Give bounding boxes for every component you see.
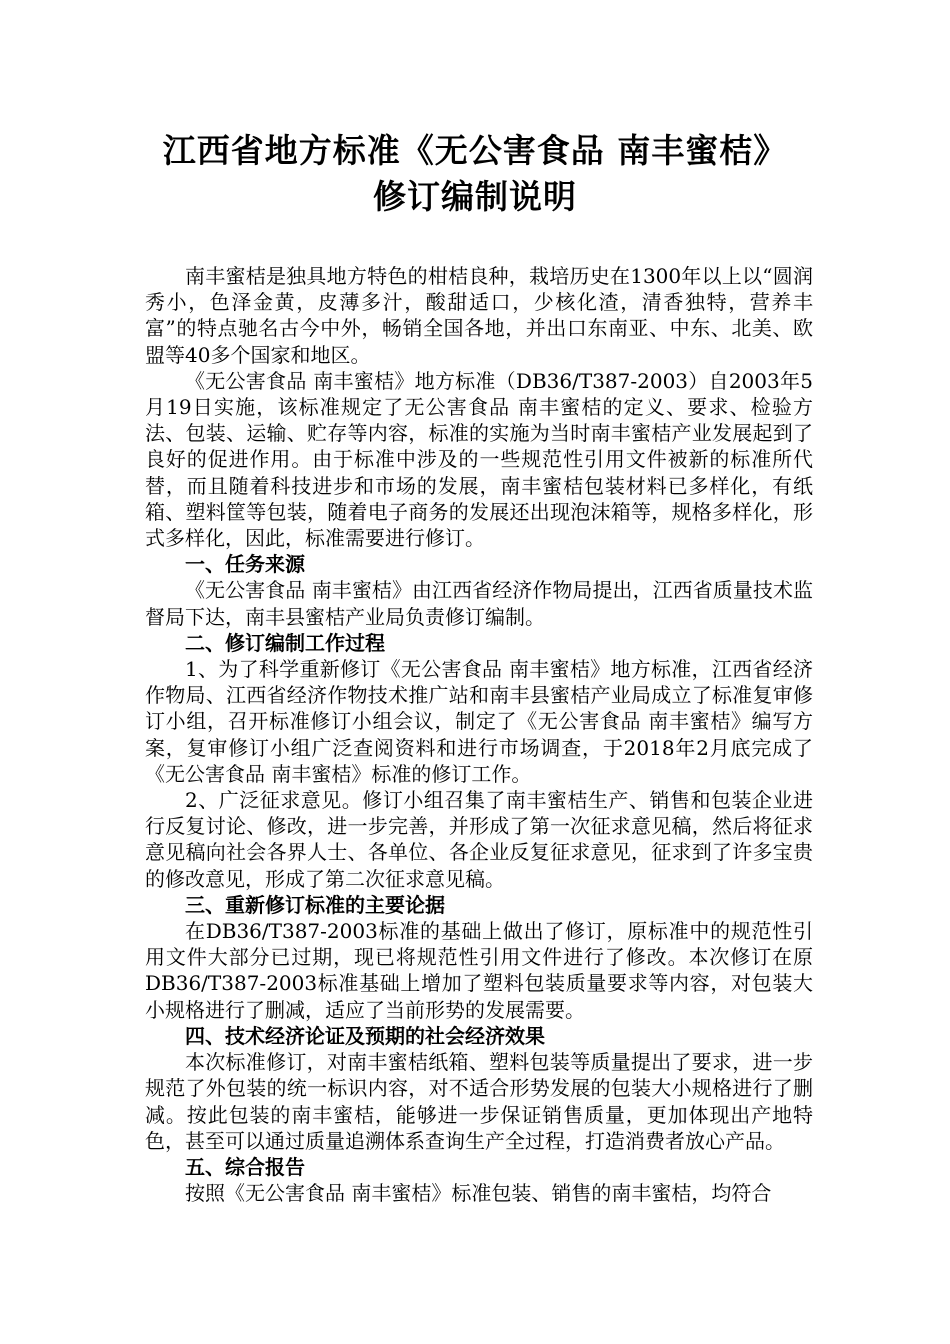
section-heading-economic-effect: 四、技术经济论证及预期的社会经济效果	[185, 1023, 545, 1048]
paragraph-main-basis: 在DB36/T387-2003标准的基础上做出了修订，原标准中的规范性引用文件大部分已过期，现已将规范性引用文件进行了修改。本次修订在原DB36/T387-2003标准基础上增加了塑料包装质量要求等内容，对包装大小规格进行了删减，适应了当前形势的发展需要。	[145, 919, 813, 1022]
section-heading-task-source: 一、任务来源	[185, 552, 305, 577]
section-heading-summary: 五、综合报告	[185, 1154, 305, 1179]
document-title-line2: 修订编制说明	[373, 177, 577, 216]
section-heading-main-basis: 三、重新修订标准的主要论据	[185, 892, 445, 917]
paragraph-economic-effect: 本次标准修订，对南丰蜜桔纸箱、塑料包装等质量提出了要求，进一步规范了外包装的统一标识内容，对不适合形势发展的包装大小规格进行了删减。按此包装的南丰蜜桔，能够进一步保证销售质量，更加体现出产地特色，甚至可以通过质量追溯体系查询生产全过程，打造消费者放心产品。	[145, 1050, 813, 1153]
paragraph-background: 《无公害食品 南丰蜜桔》地方标准（DB36/T387-2003）自2003年5月19日实施，该标准规定了无公害食品 南丰蜜桔的定义、要求、检验方法、包装、运输、贮存等内容，标准的实施为当时南丰蜜桔产业发展起到了良好的促进作用。由于标准中涉及的一些规范性引用文件被新的标准所代替，而且随着科技进步和市场的发展，南丰蜜桔包装材料已多样化，有纸箱、塑料筐等包装，随着电子商务的发展还出现泡沫箱等，规格多样化，形式多样化，因此，标准需要进行修订。	[145, 368, 813, 551]
paragraph-work-process-1: 1、为了科学重新修订《无公害食品 南丰蜜桔》地方标准，江西省经济作物局、江西省经济作物技术推广站和南丰县蜜桔产业局成立了标准复审修订小组，召开标准修订小组会议，制定了《无公害食品 南丰蜜桔》编写方案，复审修订小组广泛查阅资料和进行市场调查，于2018年2月底完成了《无公害食品 南丰蜜桔》标准的修订工作。	[145, 657, 813, 786]
paragraph-intro: 南丰蜜桔是独具地方特色的柑桔良种，栽培历史在1300年以上以“圆润秀小，色泽金黄，皮薄多汁，酸甜适口，少核化渣，清香独特，营养丰富”的特点驰名古今中外，畅销全国各地，并出口东南亚、中东、北美、欧盟等40多个国家和地区。	[145, 264, 813, 367]
document-body	[145, 263, 813, 1206]
section-heading-work-process: 二、修订编制工作过程	[185, 630, 385, 655]
paragraph-summary: 按照《无公害食品 南丰蜜桔》标准包装、销售的南丰蜜桔，均符合	[185, 1181, 772, 1206]
paragraph-task-source: 《无公害食品 南丰蜜桔》由江西省经济作物局提出，江西省质量技术监督局下达，南丰县蜜桔产业局负责修订编制。	[145, 578, 813, 629]
paragraph-work-process-2: 2、广泛征求意见。修订小组召集了南丰蜜桔生产、销售和包装企业进行反复讨论、修改，进一步完善，并形成了第一次征求意见稿，然后将征求意见稿向社会各界人士、各单位、各企业反复征求意见，征求到了许多宝贵的修改意见，形成了第二次征求意见稿。	[145, 788, 813, 891]
document-title-line1: 江西省地方标准《无公害食品 南丰蜜桔》	[162, 131, 788, 170]
